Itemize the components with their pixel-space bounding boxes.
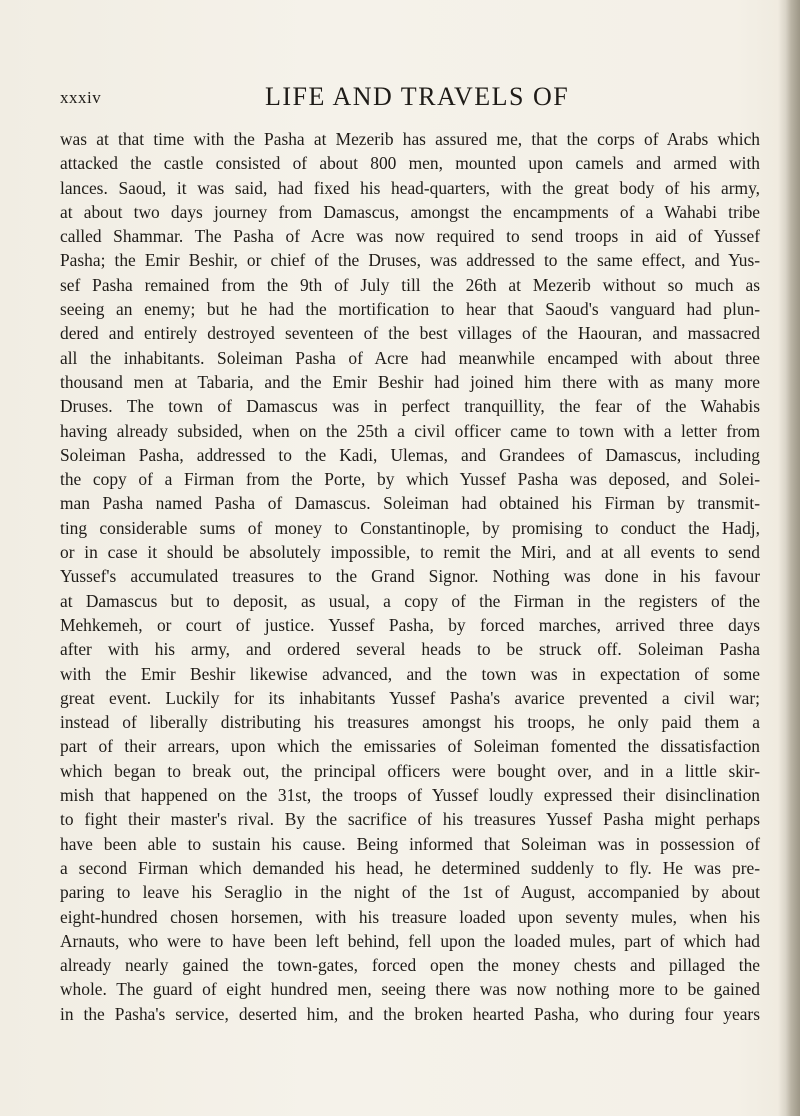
text-line: mish that happened on the 31st, the troops of Yussef loudly expressed their disinclination <box>60 785 760 806</box>
text-line: the copy of a Firman from the Porte, by which Yussef Pasha was deposed, and Solei- <box>60 469 760 490</box>
text-line: which began to break out, the principal officers were bought over, and in a little skir- <box>60 760 760 781</box>
text-line: have been able to sustain his cause. Being informed that Soleiman was in possession of <box>60 833 760 854</box>
body-text <box>60 127 760 1026</box>
text-line: having already subsided, when on the 25th a civil officer came to town with a letter from <box>60 420 760 441</box>
text-line: dered and entirely destroyed seventeen of the best villages of the Haouran, and massacred <box>60 323 760 344</box>
text-line: Yussef's accumulated treasures to the Grand Signor. Nothing was done in his favour <box>60 566 760 587</box>
text-line: in the Pasha's service, deserted him, and the broken hearted Pasha, who during four years <box>60 1003 760 1024</box>
text-line: ting considerable sums of money to Constantinople, by promising to conduct the Hadj, <box>60 517 760 538</box>
text-line: a second Firman which demanded his head, he determined suddenly to fly. He was pre- <box>60 857 760 878</box>
text-line: eight-hundred chosen horsemen, with his treasure loaded upon seventy mules, when his <box>60 906 760 927</box>
text-line: all the inhabitants. Soleiman Pasha of Acre had meanwhile encamped with about three <box>60 347 760 368</box>
text-line: instead of liberally distributing his treasures amongst his troops, he only paid them a <box>60 712 760 733</box>
text-line: sef Pasha remained from the 9th of July till the 26th at Mezerib without so much as <box>60 274 760 295</box>
text-line: or in case it should be absolutely impossible, to remit the Miri, and at all events to send <box>60 542 760 563</box>
text-line: seeing an enemy; but he had the mortification to hear that Saoud's vanguard had plun- <box>60 299 760 320</box>
text-line: great event. Luckily for its inhabitants Yussef Pasha's avarice prevented a civil war; <box>60 687 760 708</box>
text-line: with the Emir Beshir likewise advanced, and the town was in expectation of some <box>60 663 760 684</box>
text-line: at Damascus but to deposit, as usual, a copy of the Firman in the registers of the <box>60 590 760 611</box>
text-line: at about two days journey from Damascus, amongst the encampments of a Wahabi tribe <box>60 201 760 222</box>
text-line: Pasha; the Emir Beshir, or chief of the Druses, was addressed to the same effect, and Yus- <box>60 250 760 271</box>
text-line: called Shammar. The Pasha of Acre was now required to send troops in aid of Yussef <box>60 226 760 247</box>
running-head: LIFE AND TRAVELS OF <box>265 82 570 111</box>
text-line: was at that time with the Pasha at Mezerib has assured me, that the corps of Arabs which <box>60 129 760 149</box>
page-number: xxxiv <box>60 88 102 107</box>
text-line: attacked the castle consisted of about 800 men, mounted upon camels and armed with <box>60 153 760 174</box>
page-header <box>60 82 760 112</box>
text-line: part of their arrears, upon which the emissaries of Soleiman fomented the dissatisfaction <box>60 736 760 757</box>
text-line: paring to leave his Seraglio in the night of the 1st of August, accompanied by about <box>60 882 760 903</box>
page-edge-shadow <box>778 0 800 1116</box>
text-line: lances. Saoud, it was said, had fixed his head-quarters, with the great body of his army, <box>60 177 760 198</box>
text-line: Mehkemeh, or court of justice. Yussef Pasha, by forced marches, arrived three days <box>60 614 760 635</box>
text-line: Soleiman Pasha, addressed to the Kadi, Ulemas, and Grandees of Damascus, including <box>60 444 760 465</box>
text-line: to fight their master's rival. By the sacrifice of his treasures Yussef Pasha might perhaps <box>60 809 760 830</box>
text-line: Druses. The town of Damascus was in perfect tranquillity, the fear of the Wahabis <box>60 396 760 417</box>
text-line: after with his army, and ordered several heads to be struck off. Soleiman Pasha <box>60 639 760 660</box>
text-line: Arnauts, who were to have been left behind, fell upon the loaded mules, part of which had <box>60 930 760 951</box>
text-line: whole. The guard of eight hundred men, seeing there was now nothing more to be gained <box>60 979 760 1000</box>
text-line: thousand men at Tabaria, and the Emir Beshir had joined him there with as many more <box>60 371 760 392</box>
text-line: already nearly gained the town-gates, forced open the money chests and pillaged the <box>60 955 760 976</box>
text-line: man Pasha named Pasha of Damascus. Soleiman had obtained his Firman by transmit- <box>60 493 760 514</box>
